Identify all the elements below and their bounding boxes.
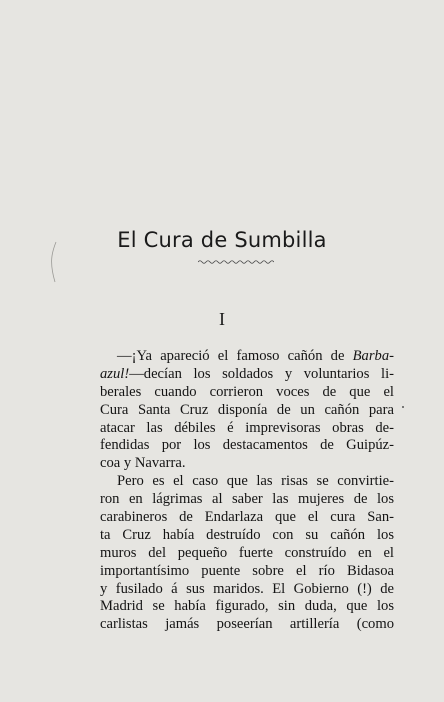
text-line: [100, 366, 394, 384]
text-line: [100, 420, 394, 438]
line-text: Cura Santa Cruz disponía de un cañón para: [100, 401, 394, 418]
italic-text: azul!: [100, 365, 130, 382]
line-text: carabineros de Endarlaza que el cura San-: [100, 509, 394, 526]
text-line: [100, 402, 394, 420]
line-text: coa y Navarra.: [100, 455, 186, 472]
text-line: [100, 545, 394, 563]
line-text: atacar las débiles é imprevisoras obras de-: [100, 419, 394, 436]
italic-text: Barba-: [352, 348, 394, 364]
text-line: [100, 509, 394, 527]
text-line: [100, 581, 394, 599]
text-line: [100, 473, 394, 491]
line-text: Madrid se había figurado, sin duda, que los: [100, 598, 394, 615]
body-text: [100, 348, 394, 634]
title-ornament: [198, 259, 274, 265]
line-text: importantísimo puente sobre el río Bidasoa: [100, 562, 394, 579]
line-text: berales cuando corrieron voces de que el: [100, 383, 394, 400]
text-line: [100, 437, 394, 455]
line-text: carlistas jamás poseerían artillería (como: [100, 616, 394, 633]
text-line: [100, 563, 394, 581]
margin-speck: [402, 406, 404, 408]
line-text: —decían los soldados y voluntarios li-: [129, 365, 394, 382]
line-text: ta Cruz había destruído con su cañón los: [100, 526, 394, 543]
line-text: muros del pequeño fuerte construído en el: [100, 544, 394, 561]
chapter-numeral: I: [219, 309, 225, 329]
line-text: ron en lágrimas al saber las mujeres de los: [100, 491, 394, 508]
line-text: Pero es el caso que las risas se convirtie-: [117, 473, 394, 490]
text-line: [100, 527, 394, 545]
text-line: [100, 491, 394, 509]
page-title: El Cura de Sumbilla: [117, 228, 327, 252]
line-text: fendidas por los destacamentos de Guipúz-: [100, 437, 394, 454]
text-line: [100, 616, 394, 634]
text-line: [100, 348, 394, 366]
text-line: [100, 598, 394, 616]
line-text: —¡Ya apareció el famoso cañón de: [117, 348, 353, 364]
text-line: [100, 384, 394, 402]
line-text: y fusilado á sus maridos. El Gobierno (!) de: [100, 580, 394, 597]
text-line: [100, 455, 394, 473]
